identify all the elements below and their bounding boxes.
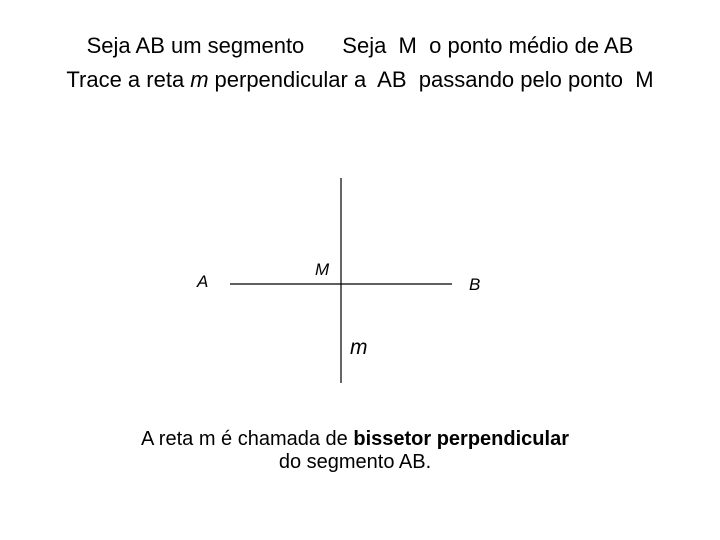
label-point-a: A (197, 272, 209, 291)
caption-pre: A reta m é chamada de (141, 428, 348, 450)
caption-line-2: do segmento AB. (278, 451, 432, 473)
label-line-m: m (350, 336, 368, 359)
label-point-m: M (315, 260, 330, 279)
statement-midpoint-m: Seja M o ponto médio de AB (342, 33, 634, 58)
caption-line-1 (0, 428, 710, 450)
caption-term: bisseto​r perpendicular (353, 428, 569, 450)
instruction-pre: Trace a reta (66, 67, 185, 92)
instruction-post: perpendicular a AB passando pelo ponto M (214, 67, 654, 92)
instruction-line-variable: m (190, 67, 209, 92)
label-point-b: B (469, 275, 481, 294)
statement-segment-ab: Seja AB um segmento (86, 33, 305, 58)
